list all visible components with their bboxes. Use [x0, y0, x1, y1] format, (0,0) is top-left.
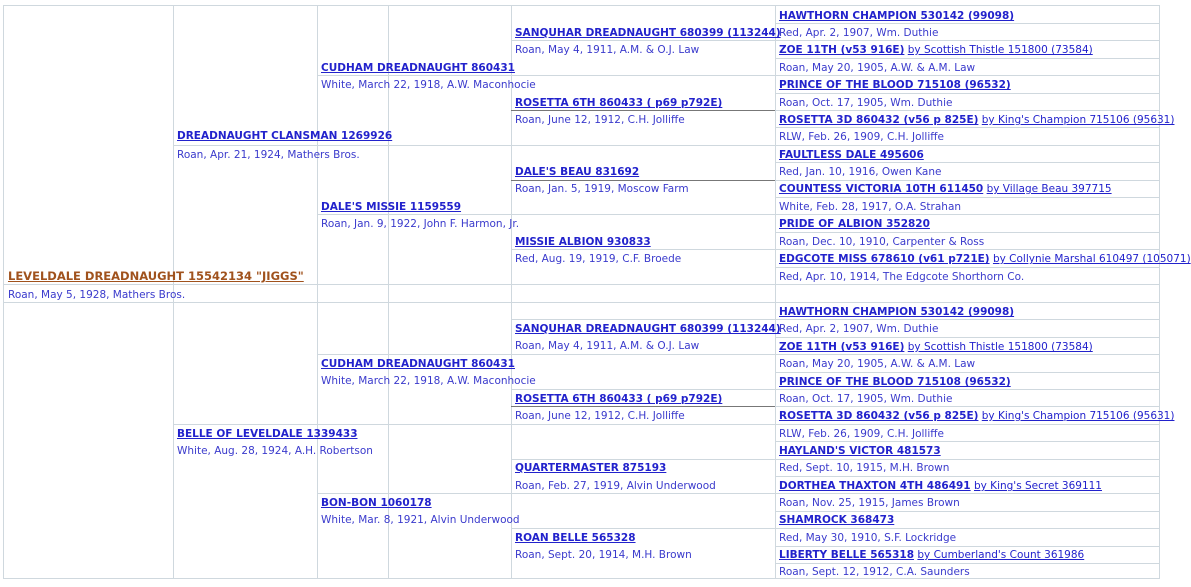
gen5-info: Red, May 30, 1910, S.F. Lockridge [779, 532, 957, 544]
gen5-name[interactable]: HAYLAND'S VICTOR 481573 [779, 445, 941, 457]
row-divider [317, 214, 1159, 215]
gen5-sire-link[interactable]: by Village Beau 397715 [986, 183, 1112, 195]
gen4-name[interactable]: ROAN BELLE 565328 [515, 532, 636, 544]
row-divider [511, 249, 1159, 250]
gen5-entry [779, 444, 941, 458]
gen5-info: Red, Apr. 2, 1907, Wm. Duthie [779, 323, 939, 335]
row-divider [775, 23, 1159, 24]
gen4-name[interactable]: DALE'S BEAU 831692 [515, 166, 640, 178]
row-divider [775, 93, 1159, 94]
gen5-entry [779, 78, 1011, 92]
row-divider [317, 354, 1159, 355]
subject-info: Roan, May 5, 1928, Mathers Bros. [8, 289, 186, 301]
gen5-entry [779, 217, 930, 231]
gen5-name[interactable]: DORTHEA THAXTON 4TH 486491 [779, 480, 971, 492]
gen5-entry [779, 305, 1014, 319]
gen4-name[interactable]: SANQUHAR DREADNAUGHT 680399 (113244) [515, 323, 781, 335]
gen5-info: Roan, Nov. 25, 1915, James Brown [779, 497, 960, 509]
gen5-entry [779, 513, 894, 527]
row-divider [775, 563, 1159, 564]
row-divider [317, 493, 1159, 494]
dam-info: White, Aug. 28, 1924, A.H. Robertson [177, 445, 373, 457]
gen5-name[interactable]: ROSETTA 3D 860432 (v56 p 825E) [779, 114, 979, 126]
gen5-sire-link[interactable]: by Collynie Marshal 610497 (105071) [992, 253, 1191, 265]
gen5-sire-link[interactable]: by King's Champion 715106 (95631) [981, 410, 1175, 422]
gen5-info: Red, Apr. 2, 1907, Wm. Duthie [779, 27, 939, 39]
gen4-info: Roan, Sept. 20, 1914, M.H. Brown [515, 549, 692, 561]
row-divider [511, 528, 1159, 529]
gen5-name[interactable]: COUNTESS VICTORIA 10TH 611450 [779, 183, 984, 195]
subject-name[interactable]: LEVELDALE DREADNAUGHT 15542134 "JIGGS" [8, 269, 304, 283]
gen4-name[interactable]: ROSETTA 6TH 860433 ( p69 p792E) [515, 97, 723, 109]
row-divider [775, 441, 1159, 442]
gen4-name[interactable]: MISSIE ALBION 930833 [515, 236, 651, 248]
gen5-entry [779, 9, 1014, 23]
gen5-entry [779, 479, 1102, 493]
gen5-info: Roan, Sept. 12, 1912, C.A. Saunders [779, 566, 970, 578]
row-divider [511, 40, 1159, 41]
gen5-name[interactable]: ROSETTA 3D 860432 (v56 p 825E) [779, 410, 979, 422]
row-divider [775, 372, 1159, 373]
gen4-info: Roan, Feb. 27, 1919, Alvin Underwood [515, 480, 716, 492]
gen5-info: Roan, May 20, 1905, A.W. & A.M. Law [779, 62, 976, 74]
gen5-entry [779, 113, 1174, 127]
gen3-name[interactable]: BON-BON 1060178 [321, 497, 432, 509]
gen4-name[interactable]: SANQUHAR DREADNAUGHT 680399 (113244) [515, 27, 781, 39]
gen3-info: Roan, Jan. 9, 1922, John F. Harmon, Jr. [321, 218, 520, 230]
gen5-name[interactable]: FAULTLESS DALE 495606 [779, 149, 924, 161]
row-divider [775, 406, 1159, 407]
gen5-info: Roan, Oct. 17, 1905, Wm. Duthie [779, 97, 953, 109]
gen5-info: White, Feb. 28, 1917, O.A. Strahan [779, 201, 962, 213]
gen5-entry [779, 548, 1084, 562]
gen5-sire-link[interactable]: by Scottish Thistle 151800 (73584) [907, 44, 1093, 56]
gen5-entry [779, 409, 1174, 423]
gen5-name[interactable]: HAWTHORN CHAMPION 530142 (99098) [779, 10, 1015, 22]
row-divider [173, 145, 1159, 146]
gen3-info: White, Mar. 8, 1921, Alvin Underwood [321, 514, 520, 526]
row-divider [775, 511, 1159, 512]
name-underline [511, 406, 775, 407]
row-divider [775, 197, 1159, 198]
gen5-name[interactable]: EDGCOTE MISS 678610 (v61 p721E) [779, 253, 990, 265]
gen4-name[interactable]: QUARTERMASTER 875193 [515, 462, 667, 474]
gen5-entry [779, 252, 1191, 266]
gen5-info: Red, Apr. 10, 1914, The Edgcote Shorthorn Co. [779, 271, 1025, 283]
gen5-info: Red, Jan. 10, 1916, Owen Kane [779, 166, 942, 178]
gen5-info: RLW, Feb. 26, 1909, C.H. Jolliffe [779, 428, 944, 440]
gen5-name[interactable]: PRINCE OF THE BLOOD 715108 (96532) [779, 376, 1011, 388]
gen4-info: Roan, June 12, 1912, C.H. Jolliffe [515, 410, 685, 422]
gen3-info: White, March 22, 1918, A.W. Maconhocie [321, 375, 536, 387]
sire-info: Roan, Apr. 21, 1924, Mathers Bros. [177, 149, 360, 161]
row-divider [775, 127, 1159, 128]
gen5-sire-link[interactable]: by Cumberland's Count 361986 [917, 549, 1085, 561]
row-divider [775, 267, 1159, 268]
gen5-name[interactable]: PRIDE OF ALBION 352820 [779, 218, 930, 230]
sire-name[interactable]: DREADNAUGHT CLANSMAN 1269926 [177, 130, 393, 142]
gen5-name[interactable]: LIBERTY BELLE 565318 [779, 549, 915, 561]
row-divider [775, 337, 1159, 338]
row-divider [317, 75, 1159, 76]
gen4-info: Roan, June 12, 1912, C.H. Jolliffe [515, 114, 685, 126]
row-divider [775, 476, 1159, 477]
row-divider [775, 58, 1159, 59]
gen4-info: Roan, Jan. 5, 1919, Moscow Farm [515, 183, 689, 195]
gen3-name[interactable]: CUDHAM DREADNAUGHT 860431 [321, 358, 515, 370]
gen5-sire-link[interactable]: by King's Secret 369111 [973, 480, 1102, 492]
gen5-entry [779, 182, 1112, 196]
name-underline [511, 180, 775, 181]
gen4-name[interactable]: ROSETTA 6TH 860433 ( p69 p792E) [515, 393, 723, 405]
gen5-info: Roan, May 20, 1905, A.W. & A.M. Law [779, 358, 976, 370]
gen3-name[interactable]: DALE'S MISSIE 1159559 [321, 201, 462, 213]
gen5-entry [779, 340, 1093, 354]
gen5-name[interactable]: HAWTHORN CHAMPION 530142 (99098) [779, 306, 1015, 318]
row-divider [511, 319, 1159, 320]
gen5-name[interactable]: ZOE 11TH (v53 916E) [779, 44, 905, 56]
gen5-info: Roan, Dec. 10, 1910, Carpenter & Ross [779, 236, 985, 248]
gen4-info: Roan, May 4, 1911, A.M. & O.J. Law [515, 44, 700, 56]
gen5-sire-link[interactable]: by King's Champion 715106 (95631) [981, 114, 1175, 126]
row-divider [775, 232, 1159, 233]
gen5-entry [779, 43, 1093, 57]
row-divider [4, 284, 1159, 285]
gen5-name[interactable]: PRINCE OF THE BLOOD 715108 (96532) [779, 79, 1011, 91]
row-divider [775, 546, 1159, 547]
gen4-info: Red, Aug. 19, 1919, C.F. Broede [515, 253, 682, 265]
gen5-info: Roan, Oct. 17, 1905, Wm. Duthie [779, 393, 953, 405]
row-divider [4, 302, 1159, 303]
row-divider [511, 459, 1159, 460]
gen5-entry [779, 148, 924, 162]
dam-name[interactable]: BELLE OF LEVELDALE 1339433 [177, 428, 358, 440]
row-divider [511, 389, 1159, 390]
gen5-info: Red, Sept. 10, 1915, M.H. Brown [779, 462, 950, 474]
gen5-name[interactable]: SHAMROCK 368473 [779, 514, 895, 526]
gen5-entry [779, 375, 1011, 389]
pedigree-table [3, 5, 1191, 579]
row-divider [775, 162, 1159, 163]
gen5-info: RLW, Feb. 26, 1909, C.H. Jolliffe [779, 131, 944, 143]
gen3-name[interactable]: CUDHAM DREADNAUGHT 860431 [321, 62, 515, 74]
gen5-name[interactable]: ZOE 11TH (v53 916E) [779, 341, 905, 353]
row-divider [173, 424, 1159, 425]
gen4-info: Roan, May 4, 1911, A.M. & O.J. Law [515, 340, 700, 352]
name-underline [511, 110, 775, 111]
gen5-sire-link[interactable]: by Scottish Thistle 151800 (73584) [907, 341, 1093, 353]
gen3-info: White, March 22, 1918, A.W. Maconhocie [321, 79, 536, 91]
